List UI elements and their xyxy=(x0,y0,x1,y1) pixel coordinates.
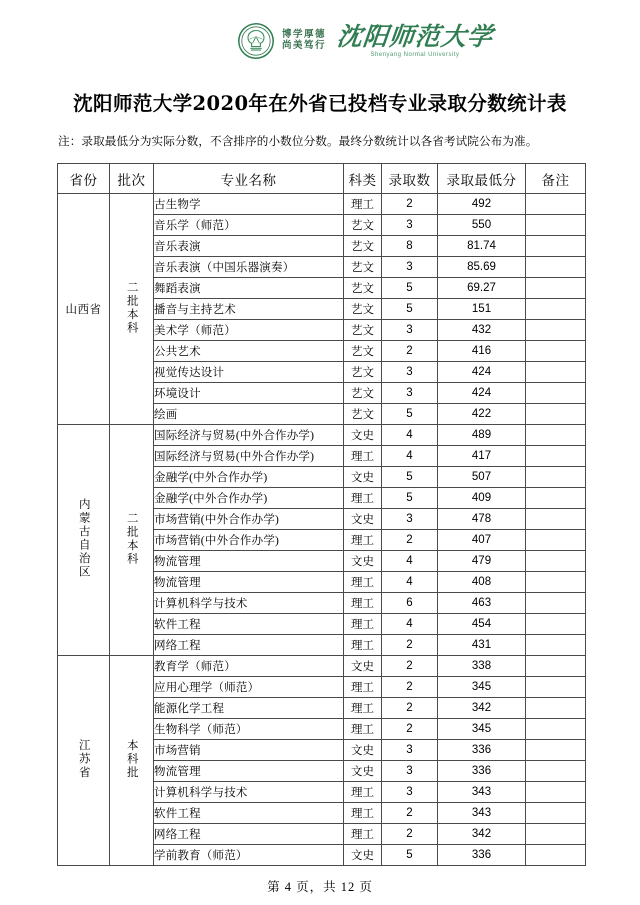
cell-remark xyxy=(526,404,586,425)
cell-min-score: 416 xyxy=(438,341,526,362)
cell-major: 网络工程 xyxy=(154,824,344,845)
table-header xyxy=(58,164,586,194)
cell-remark xyxy=(526,593,586,614)
cell-count: 3 xyxy=(382,782,438,803)
cell-category: 艺文 xyxy=(344,299,382,320)
cell-count: 6 xyxy=(382,593,438,614)
cell-category: 理工 xyxy=(344,488,382,509)
cell-min-score: 338 xyxy=(438,656,526,677)
cell-major: 舞蹈表演 xyxy=(154,278,344,299)
cell-category: 艺文 xyxy=(344,236,382,257)
batch-label: 本科批 xyxy=(125,738,138,780)
cell-min-score: 463 xyxy=(438,593,526,614)
cell-category: 理工 xyxy=(344,572,382,593)
cell-min-score: 432 xyxy=(438,320,526,341)
cell-min-score: 407 xyxy=(438,530,526,551)
cell-batch xyxy=(110,194,154,425)
cell-remark xyxy=(526,698,586,719)
cell-remark xyxy=(526,782,586,803)
cell-major: 视觉传达设计 xyxy=(154,362,344,383)
cell-remark xyxy=(526,383,586,404)
cell-remark xyxy=(526,656,586,677)
batch-label: 二批本科 xyxy=(125,511,138,566)
cell-category: 理工 xyxy=(344,782,382,803)
cell-major: 美术学（师范） xyxy=(154,320,344,341)
cell-major: 计算机科学与技术 xyxy=(154,593,344,614)
cell-category: 理工 xyxy=(344,803,382,824)
cell-major: 金融学(中外合作办学) xyxy=(154,467,344,488)
cell-category: 文史 xyxy=(344,740,382,761)
cell-province xyxy=(58,656,110,866)
cell-min-score: 422 xyxy=(438,404,526,425)
cell-remark xyxy=(526,278,586,299)
cell-major: 市场营销(中外合作办学) xyxy=(154,530,344,551)
admission-score-table xyxy=(57,163,586,866)
cell-category: 艺文 xyxy=(344,257,382,278)
cell-major: 物流管理 xyxy=(154,551,344,572)
column-header-minscore: 录取最低分 xyxy=(438,164,526,194)
cell-count: 5 xyxy=(382,845,438,866)
cell-major: 音乐学（师范） xyxy=(154,215,344,236)
cell-remark xyxy=(526,719,586,740)
cell-min-score: 342 xyxy=(438,698,526,719)
cell-remark xyxy=(526,467,586,488)
cell-category: 艺文 xyxy=(344,362,382,383)
cell-category: 文史 xyxy=(344,656,382,677)
cell-category: 文史 xyxy=(344,509,382,530)
cell-remark xyxy=(526,551,586,572)
table-body xyxy=(58,194,586,866)
page-footer: 第 4 页，共 12 页 xyxy=(267,880,373,894)
cell-count: 5 xyxy=(382,467,438,488)
cell-count: 5 xyxy=(382,278,438,299)
cell-category: 文史 xyxy=(344,551,382,572)
cell-min-score: 454 xyxy=(438,614,526,635)
page-title: 沈阳师范大学2020年在外省已投档专业录取分数统计表 xyxy=(73,92,567,115)
cell-province xyxy=(58,425,110,656)
cell-category: 理工 xyxy=(344,530,382,551)
cell-major: 音乐表演 xyxy=(154,236,344,257)
cell-min-score: 478 xyxy=(438,509,526,530)
column-header-category: 科类 xyxy=(344,164,382,194)
cell-major: 市场营销(中外合作办学) xyxy=(154,509,344,530)
cell-count: 4 xyxy=(382,446,438,467)
cell-major: 软件工程 xyxy=(154,803,344,824)
cell-category: 艺文 xyxy=(344,320,382,341)
cell-category: 理工 xyxy=(344,446,382,467)
cell-major: 绘画 xyxy=(154,404,344,425)
cell-count: 2 xyxy=(382,341,438,362)
cell-major: 公共艺术 xyxy=(154,341,344,362)
column-header-count: 录取数 xyxy=(382,164,438,194)
cell-count: 3 xyxy=(382,362,438,383)
cell-remark xyxy=(526,425,586,446)
province-label: 山西省 xyxy=(65,304,102,316)
cell-min-score: 492 xyxy=(438,194,526,215)
cell-batch xyxy=(110,656,154,866)
document-header xyxy=(0,0,640,78)
university-emblem-icon xyxy=(237,22,275,60)
university-name-en: Shenyang Normal University xyxy=(370,52,460,58)
cell-min-score: 336 xyxy=(438,845,526,866)
cell-major: 音乐表演（中国乐器演奏） xyxy=(154,257,344,278)
cell-major: 教育学（师范） xyxy=(154,656,344,677)
cell-count: 4 xyxy=(382,572,438,593)
column-header-province: 省份 xyxy=(58,164,110,194)
cell-major: 古生物学 xyxy=(154,194,344,215)
table-row xyxy=(58,194,586,215)
cell-major: 市场营销 xyxy=(154,740,344,761)
cell-min-score: 417 xyxy=(438,446,526,467)
cell-remark xyxy=(526,446,586,467)
cell-min-score: 479 xyxy=(438,551,526,572)
cell-category: 艺文 xyxy=(344,278,382,299)
cell-count: 2 xyxy=(382,635,438,656)
motto-line-1: 博学厚德 xyxy=(281,30,326,41)
cell-major: 金融学(中外合作办学) xyxy=(154,488,344,509)
cell-category: 艺文 xyxy=(344,215,382,236)
table-row xyxy=(58,656,586,677)
cell-major: 学前教育（师范） xyxy=(154,845,344,866)
cell-min-score: 85.69 xyxy=(438,257,526,278)
cell-remark xyxy=(526,677,586,698)
cell-count: 3 xyxy=(382,761,438,782)
cell-count: 2 xyxy=(382,194,438,215)
university-motto xyxy=(282,30,326,51)
cell-count: 3 xyxy=(382,509,438,530)
table-header-row xyxy=(58,164,586,194)
cell-remark xyxy=(526,509,586,530)
cell-min-score: 336 xyxy=(438,761,526,782)
cell-category: 理工 xyxy=(344,824,382,845)
cell-major: 计算机科学与技术 xyxy=(154,782,344,803)
cell-remark xyxy=(526,761,586,782)
cell-remark xyxy=(526,572,586,593)
cell-category: 理工 xyxy=(344,677,382,698)
cell-category: 理工 xyxy=(344,593,382,614)
cell-count: 4 xyxy=(382,425,438,446)
cell-remark xyxy=(526,215,586,236)
cell-count: 2 xyxy=(382,656,438,677)
cell-province xyxy=(58,194,110,425)
table-row xyxy=(58,425,586,446)
cell-batch xyxy=(110,425,154,656)
cell-count: 5 xyxy=(382,299,438,320)
cell-category: 理工 xyxy=(344,719,382,740)
cell-min-score: 431 xyxy=(438,635,526,656)
cell-min-score: 345 xyxy=(438,719,526,740)
cell-remark xyxy=(526,740,586,761)
column-header-remark: 备注 xyxy=(526,164,586,194)
cell-min-score: 408 xyxy=(438,572,526,593)
cell-remark xyxy=(526,320,586,341)
column-header-batch: 批次 xyxy=(110,164,154,194)
cell-min-score: 342 xyxy=(438,824,526,845)
cell-min-score: 343 xyxy=(438,782,526,803)
cell-count: 3 xyxy=(382,320,438,341)
cell-category: 理工 xyxy=(344,194,382,215)
cell-remark xyxy=(526,635,586,656)
province-label: 江苏省 xyxy=(77,738,90,780)
batch-label: 二批本科 xyxy=(125,280,138,335)
cell-category: 理工 xyxy=(344,635,382,656)
university-name-block xyxy=(337,24,493,58)
cell-min-score: 424 xyxy=(438,383,526,404)
cell-category: 文史 xyxy=(344,425,382,446)
cell-remark xyxy=(526,299,586,320)
cell-category: 文史 xyxy=(344,761,382,782)
cell-remark xyxy=(526,614,586,635)
university-name-cn: 沈阳师范大学 xyxy=(335,22,495,51)
cell-remark xyxy=(526,530,586,551)
cell-min-score: 345 xyxy=(438,677,526,698)
cell-remark xyxy=(526,803,586,824)
cell-major: 软件工程 xyxy=(154,614,344,635)
cell-major: 能源化学工程 xyxy=(154,698,344,719)
cell-min-score: 336 xyxy=(438,740,526,761)
cell-major: 物流管理 xyxy=(154,572,344,593)
motto-line-2: 尚美笃行 xyxy=(281,41,326,51)
cell-category: 艺文 xyxy=(344,383,382,404)
cell-count: 2 xyxy=(382,530,438,551)
cell-category: 理工 xyxy=(344,698,382,719)
cell-remark xyxy=(526,845,586,866)
cell-min-score: 343 xyxy=(438,803,526,824)
cell-count: 5 xyxy=(382,488,438,509)
cell-min-score: 424 xyxy=(438,362,526,383)
document-note: 注：录取最低分为实际分数，不含排序的小数位分数。最终分数统计以各省考试院公布为准。 xyxy=(58,135,538,148)
cell-count: 8 xyxy=(382,236,438,257)
cell-remark xyxy=(526,488,586,509)
cell-major: 物流管理 xyxy=(154,761,344,782)
province-label: 内蒙古自治区 xyxy=(77,498,90,579)
cell-major: 国际经济与贸易(中外合作办学) xyxy=(154,446,344,467)
cell-min-score: 489 xyxy=(438,425,526,446)
cell-major: 环境设计 xyxy=(154,383,344,404)
cell-remark xyxy=(526,824,586,845)
cell-count: 3 xyxy=(382,740,438,761)
cell-remark xyxy=(526,257,586,278)
cell-count: 2 xyxy=(382,698,438,719)
cell-count: 4 xyxy=(382,614,438,635)
cell-count: 2 xyxy=(382,803,438,824)
cell-count: 3 xyxy=(382,215,438,236)
cell-min-score: 81.74 xyxy=(438,236,526,257)
cell-count: 2 xyxy=(382,719,438,740)
cell-min-score: 507 xyxy=(438,467,526,488)
cell-category: 理工 xyxy=(344,614,382,635)
cell-category: 文史 xyxy=(344,845,382,866)
cell-remark xyxy=(526,236,586,257)
cell-count: 4 xyxy=(382,551,438,572)
cell-min-score: 550 xyxy=(438,215,526,236)
cell-major: 播音与主持艺术 xyxy=(154,299,344,320)
cell-major: 生物科学（师范） xyxy=(154,719,344,740)
cell-min-score: 69.27 xyxy=(438,278,526,299)
cell-major: 应用心理学（师范） xyxy=(154,677,344,698)
cell-count: 5 xyxy=(382,404,438,425)
cell-count: 3 xyxy=(382,383,438,404)
cell-count: 3 xyxy=(382,257,438,278)
cell-remark xyxy=(526,194,586,215)
cell-min-score: 409 xyxy=(438,488,526,509)
cell-min-score: 151 xyxy=(438,299,526,320)
cell-major: 网络工程 xyxy=(154,635,344,656)
cell-major: 国际经济与贸易(中外合作办学) xyxy=(154,425,344,446)
cell-remark xyxy=(526,341,586,362)
cell-count: 2 xyxy=(382,677,438,698)
column-header-major: 专业名称 xyxy=(154,164,344,194)
cell-category: 文史 xyxy=(344,467,382,488)
score-table-container xyxy=(0,163,640,866)
university-logo xyxy=(237,22,493,60)
cell-remark xyxy=(526,362,586,383)
cell-count: 2 xyxy=(382,824,438,845)
cell-category: 艺文 xyxy=(344,404,382,425)
cell-category: 艺文 xyxy=(344,341,382,362)
